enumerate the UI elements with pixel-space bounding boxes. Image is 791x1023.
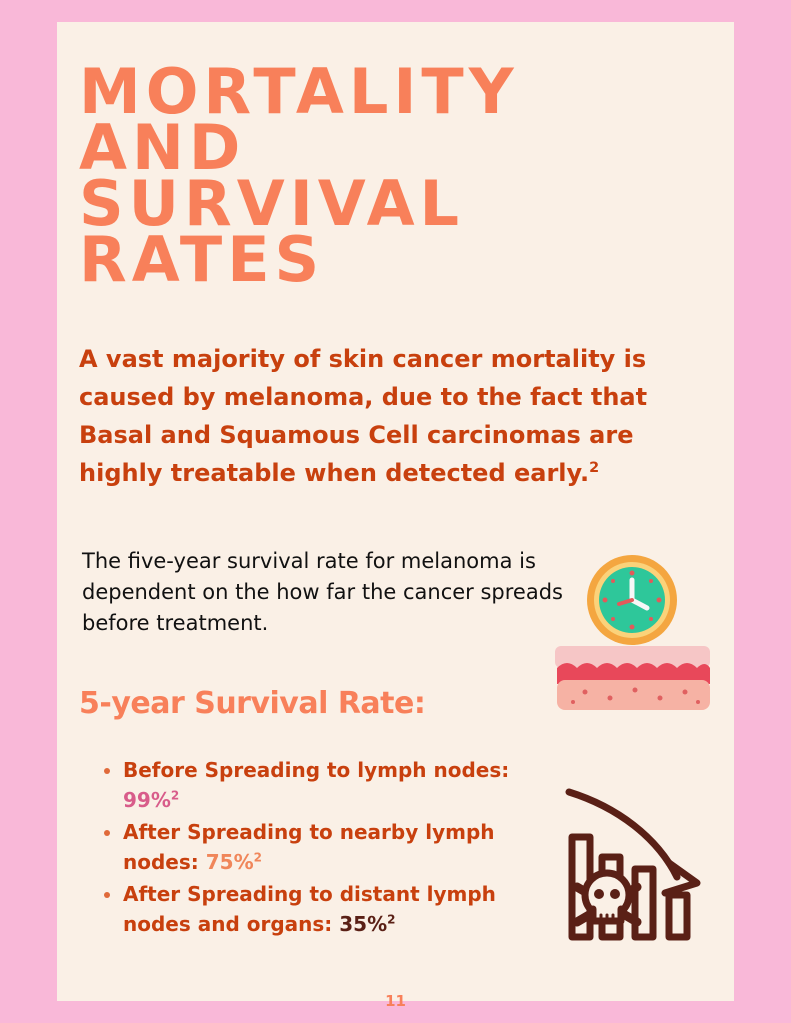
rate-value: 99%	[123, 788, 171, 812]
rate-label: After Spreading to distant lymph nodes and organs:	[123, 882, 496, 936]
page-title	[79, 55, 519, 296]
rate-label: Before Spreading to lymph nodes:	[123, 758, 510, 782]
survival-description: The five-year survival rate for melanoma is dependent on the how far the cancer spreads before treatment.	[82, 549, 563, 635]
rate-reference: 2	[253, 850, 262, 865]
intro-text: A vast majority of skin cancer mortality is caused by melanoma, due to the fact that Basal and Squamous Cell carcinomas are highly treatable when detected early.	[79, 345, 648, 487]
survival-rate-list	[99, 755, 553, 941]
intro-reference: 2	[589, 460, 600, 476]
clock-skin-layer-icon	[555, 552, 715, 732]
intro-paragraph	[79, 340, 679, 492]
title-line-3: SURVIVAL	[79, 167, 465, 240]
title-line-2: AND	[79, 111, 246, 184]
list-item	[123, 879, 553, 939]
page-number: 11	[385, 992, 406, 1010]
list-item	[123, 817, 553, 877]
document-page	[57, 22, 734, 1010]
survival-rate-heading: 5-year Survival Rate:	[79, 686, 426, 721]
title-line-1: MORTALITY	[79, 55, 519, 128]
rate-value: 75%	[205, 850, 254, 874]
list-item	[123, 755, 553, 815]
skull-declining-chart-icon	[557, 787, 717, 947]
rate-value: 35%	[339, 912, 388, 936]
title-line-4: RATES	[79, 223, 325, 296]
rate-label: After Spreading to nearby lymph nodes:	[123, 820, 495, 874]
rate-reference: 2	[387, 912, 396, 927]
rate-reference: 2	[170, 788, 180, 803]
